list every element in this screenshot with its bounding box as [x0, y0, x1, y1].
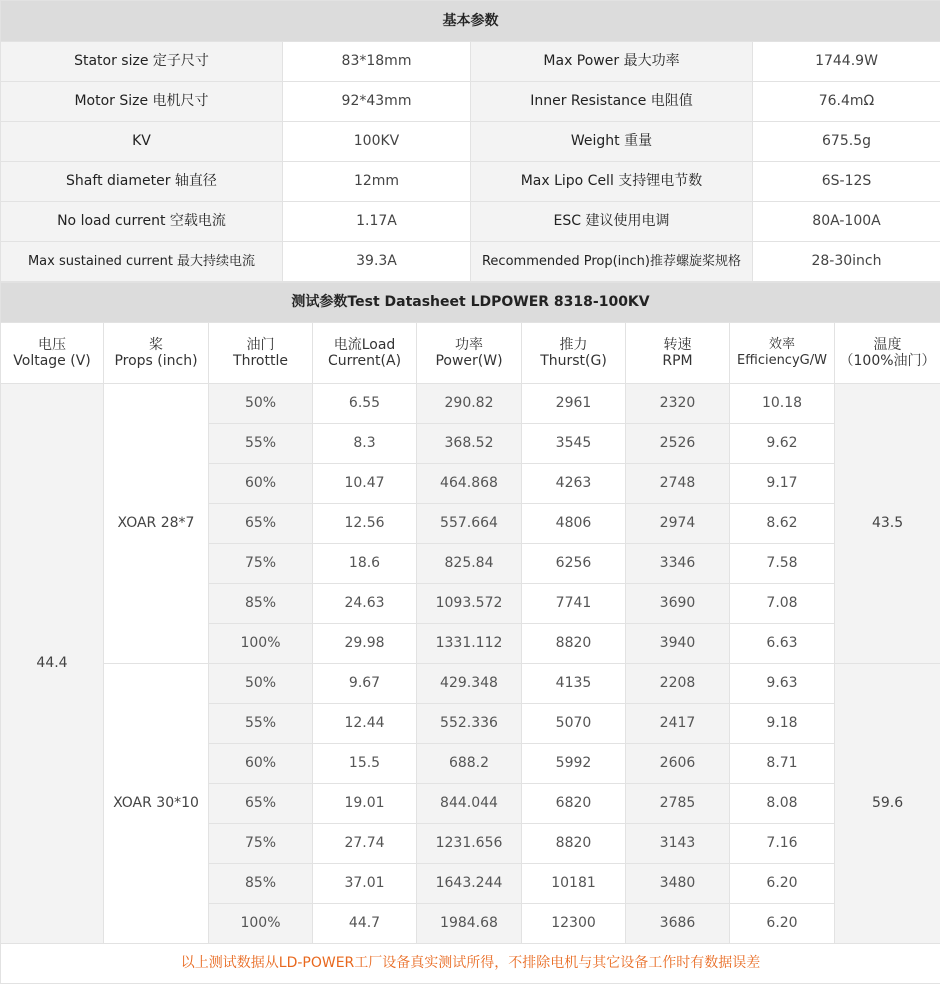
current-cell: 10.47	[313, 464, 417, 504]
power-cell: 368.52	[417, 424, 522, 464]
header-cn: 转速	[626, 337, 729, 353]
col-header-current	[313, 323, 417, 384]
thrust-cell: 8820	[522, 824, 626, 864]
spec-label: Inner Resistance 电阻值	[471, 82, 753, 122]
table-row	[1, 384, 940, 424]
power-cell: 1643.244	[417, 864, 522, 904]
efficiency-cell: 10.18	[730, 384, 835, 424]
rpm-cell: 3143	[626, 824, 730, 864]
prop-cell: XOAR 30*10	[104, 664, 209, 944]
spec-label: ESC 建议使用电调	[471, 202, 753, 242]
spec-row	[1, 82, 940, 122]
spec-label: Motor Size 电机尺寸	[1, 82, 283, 122]
spec-label: Weight 重量	[471, 122, 753, 162]
throttle-cell: 60%	[209, 744, 313, 784]
header-cn: 功率	[417, 337, 521, 353]
spec-row	[1, 122, 940, 162]
spec-value: 39.3A	[283, 242, 471, 282]
spec-label: Max Power 最大功率	[471, 42, 753, 82]
current-cell: 24.63	[313, 584, 417, 624]
throttle-cell: 65%	[209, 504, 313, 544]
power-cell: 1093.572	[417, 584, 522, 624]
throttle-cell: 75%	[209, 544, 313, 584]
efficiency-cell: 8.71	[730, 744, 835, 784]
spec-value: 76.4mΩ	[753, 82, 940, 122]
spec-value: 80A-100A	[753, 202, 940, 242]
spec-value: 83*18mm	[283, 42, 471, 82]
throttle-cell: 100%	[209, 624, 313, 664]
rpm-cell: 3940	[626, 624, 730, 664]
throttle-cell: 85%	[209, 864, 313, 904]
rpm-cell: 2974	[626, 504, 730, 544]
spec-label: Stator size 定子尺寸	[1, 42, 283, 82]
rpm-cell: 3690	[626, 584, 730, 624]
spec-value: 6S-12S	[753, 162, 940, 202]
test-datasheet-title: 测试参数Test Datasheet LDPOWER 8318-100KV	[1, 283, 940, 323]
thrust-cell: 7741	[522, 584, 626, 624]
thrust-cell: 3545	[522, 424, 626, 464]
temperature-cell: 59.6	[835, 664, 940, 944]
throttle-cell: 50%	[209, 384, 313, 424]
spec-row	[1, 162, 940, 202]
header-en: EfficiencyG/W	[730, 353, 834, 369]
efficiency-cell: 9.18	[730, 704, 835, 744]
efficiency-cell: 9.62	[730, 424, 835, 464]
rpm-cell: 2785	[626, 784, 730, 824]
power-cell: 1231.656	[417, 824, 522, 864]
basic-params-table	[0, 0, 940, 282]
current-cell: 18.6	[313, 544, 417, 584]
thrust-cell: 10181	[522, 864, 626, 904]
thrust-cell: 5070	[522, 704, 626, 744]
power-cell: 688.2	[417, 744, 522, 784]
current-cell: 8.3	[313, 424, 417, 464]
col-header-throttle	[209, 323, 313, 384]
rpm-cell: 2320	[626, 384, 730, 424]
rpm-cell: 3480	[626, 864, 730, 904]
throttle-cell: 55%	[209, 704, 313, 744]
spec-value: 28-30inch	[753, 242, 940, 282]
header-cn: 推力	[522, 337, 625, 353]
header-en: Voltage (V)	[1, 353, 103, 369]
thrust-cell: 5992	[522, 744, 626, 784]
thrust-cell: 4806	[522, 504, 626, 544]
power-cell: 1984.68	[417, 904, 522, 944]
current-cell: 19.01	[313, 784, 417, 824]
efficiency-cell: 9.17	[730, 464, 835, 504]
col-header-rpm	[626, 323, 730, 384]
col-header-efficiency	[730, 323, 835, 384]
basic-params-title: 基本参数	[1, 1, 940, 42]
efficiency-cell: 6.20	[730, 864, 835, 904]
col-header-voltage	[1, 323, 104, 384]
spec-value: 675.5g	[753, 122, 940, 162]
thrust-cell: 4135	[522, 664, 626, 704]
current-cell: 27.74	[313, 824, 417, 864]
current-cell: 44.7	[313, 904, 417, 944]
col-header-thrust	[522, 323, 626, 384]
prop-cell: XOAR 28*7	[104, 384, 209, 664]
header-en: RPM	[626, 353, 729, 369]
rpm-cell: 2748	[626, 464, 730, 504]
current-cell: 37.01	[313, 864, 417, 904]
spec-label: Shaft diameter 轴直径	[1, 162, 283, 202]
test-data-rows	[1, 384, 940, 944]
efficiency-cell: 8.08	[730, 784, 835, 824]
current-cell: 29.98	[313, 624, 417, 664]
power-cell: 290.82	[417, 384, 522, 424]
spec-value: 100KV	[283, 122, 471, 162]
throttle-cell: 65%	[209, 784, 313, 824]
spec-rows	[1, 42, 940, 282]
spec-label: No load current 空载电流	[1, 202, 283, 242]
rpm-cell: 2526	[626, 424, 730, 464]
throttle-cell: 60%	[209, 464, 313, 504]
rpm-cell: 3686	[626, 904, 730, 944]
temperature-cell: 43.5	[835, 384, 940, 664]
current-cell: 9.67	[313, 664, 417, 704]
efficiency-cell: 7.16	[730, 824, 835, 864]
header-en: Current(A)	[313, 353, 416, 369]
header-en: Power(W)	[417, 353, 521, 369]
efficiency-cell: 8.62	[730, 504, 835, 544]
power-cell: 464.868	[417, 464, 522, 504]
rpm-cell: 2417	[626, 704, 730, 744]
efficiency-cell: 7.58	[730, 544, 835, 584]
header-cn: 电压	[1, 337, 103, 353]
header-cn: 桨	[104, 337, 208, 353]
voltage-cell: 44.4	[1, 384, 104, 944]
spec-row	[1, 202, 940, 242]
header-cn: 电流Load	[313, 337, 416, 353]
header-en: Props (inch)	[104, 353, 208, 369]
current-cell: 15.5	[313, 744, 417, 784]
efficiency-cell: 9.63	[730, 664, 835, 704]
spec-label: Recommended Prop(inch)推荐螺旋桨规格	[471, 242, 753, 282]
spec-value: 92*43mm	[283, 82, 471, 122]
rpm-cell: 2606	[626, 744, 730, 784]
spec-label: Max Lipo Cell 支持锂电节数	[471, 162, 753, 202]
header-en: （100%油门）	[835, 353, 940, 369]
power-cell: 557.664	[417, 504, 522, 544]
power-cell: 552.336	[417, 704, 522, 744]
col-header-power	[417, 323, 522, 384]
spec-label: KV	[1, 122, 283, 162]
table-row	[1, 664, 940, 704]
column-headers	[1, 323, 940, 384]
col-header-temperature	[835, 323, 940, 384]
col-header-props	[104, 323, 209, 384]
thrust-cell: 12300	[522, 904, 626, 944]
power-cell: 844.044	[417, 784, 522, 824]
header-en: Thurst(G)	[522, 353, 625, 369]
spec-row	[1, 242, 940, 282]
header-cn: 温度	[835, 337, 940, 353]
efficiency-cell: 7.08	[730, 584, 835, 624]
rpm-cell: 2208	[626, 664, 730, 704]
throttle-cell: 100%	[209, 904, 313, 944]
power-cell: 825.84	[417, 544, 522, 584]
current-cell: 12.44	[313, 704, 417, 744]
efficiency-cell: 6.20	[730, 904, 835, 944]
header-cn: 效率	[730, 337, 834, 353]
power-cell: 429.348	[417, 664, 522, 704]
header-en: Throttle	[209, 353, 312, 369]
spec-label: Max sustained current 最大持续电流	[1, 242, 283, 282]
throttle-cell: 55%	[209, 424, 313, 464]
rpm-cell: 3346	[626, 544, 730, 584]
power-cell: 1331.112	[417, 624, 522, 664]
thrust-cell: 8820	[522, 624, 626, 664]
thrust-cell: 4263	[522, 464, 626, 504]
throttle-cell: 50%	[209, 664, 313, 704]
current-cell: 6.55	[313, 384, 417, 424]
test-datasheet-table	[0, 282, 940, 984]
current-cell: 12.56	[313, 504, 417, 544]
throttle-cell: 75%	[209, 824, 313, 864]
thrust-cell: 2961	[522, 384, 626, 424]
spec-value: 12mm	[283, 162, 471, 202]
thrust-cell: 6256	[522, 544, 626, 584]
spec-value: 1.17A	[283, 202, 471, 242]
disclaimer-note: 以上测试数据从LD-POWER工厂设备真实测试所得，不排除电机与其它设备工作时有数据误差	[1, 944, 940, 984]
thrust-cell: 6820	[522, 784, 626, 824]
throttle-cell: 85%	[209, 584, 313, 624]
spec-value: 1744.9W	[753, 42, 940, 82]
efficiency-cell: 6.63	[730, 624, 835, 664]
spec-row	[1, 42, 940, 82]
header-cn: 油门	[209, 337, 312, 353]
